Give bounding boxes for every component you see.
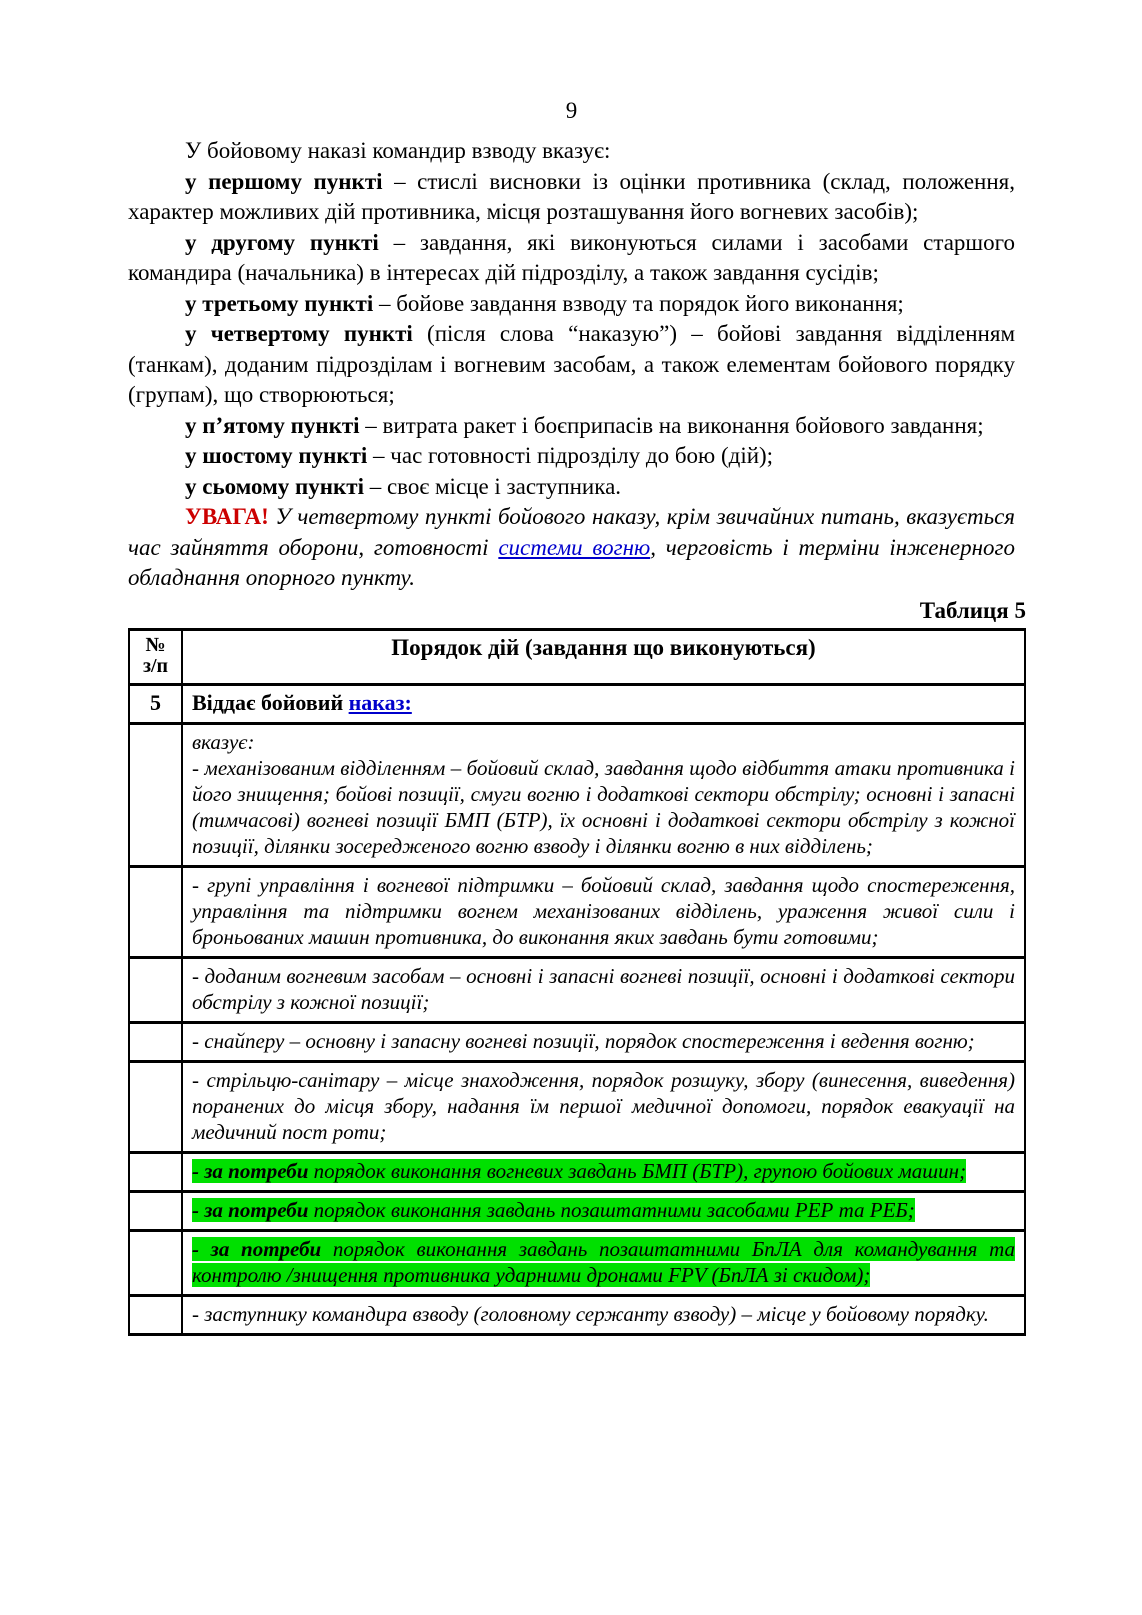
row-text-cell	[182, 1022, 1025, 1061]
table-row-highlighted	[129, 1191, 1025, 1230]
point-paragraph-5	[128, 411, 1015, 442]
row-text-cell	[182, 1230, 1025, 1295]
order-text: Віддає бойовий	[192, 689, 349, 715]
point-rest: – бойове завдання взводу та порядок його виконання;	[373, 290, 904, 316]
row-text-cell	[182, 1191, 1025, 1230]
page-number: 9	[565, 98, 578, 123]
point-paragraph-2	[128, 228, 1015, 289]
row-number-cell	[129, 866, 182, 957]
header-num-line1: №	[145, 633, 166, 656]
row-text-cell	[182, 866, 1025, 957]
header-title-cell: Порядок дій (завдання що виконуються)	[182, 629, 1025, 684]
point-rest: – своє місце і заступника.	[363, 473, 622, 499]
row-text: порядок виконання завдань позаштатними засобами РЕР та РЕБ;	[308, 1197, 915, 1222]
point-lead: у п’ятому пункті	[185, 412, 360, 438]
point-rest: – витрата ракет і боєприпасів на виконання бойового завдання;	[359, 412, 984, 438]
row-text: - заступнику командира взводу (головному сержанту взводу) – місце у бойовому порядку.	[192, 1301, 989, 1326]
header-num-line2: з/п	[142, 654, 169, 677]
highlighted-text	[192, 1159, 966, 1183]
point-lead: у третьому пункті	[185, 290, 374, 316]
table-row-highlighted	[129, 1230, 1025, 1295]
row-text-cell	[182, 1061, 1025, 1152]
row-text-cell	[182, 723, 1025, 866]
point-paragraph-6	[128, 441, 1015, 472]
attention-label: УВАГА!	[185, 504, 269, 529]
row-number-cell	[129, 1152, 182, 1191]
row-number-cell	[129, 1295, 182, 1334]
attention-text-before-link: У четвертому пункті бойового наказу, крім звичайних питань, вказується час зайняття оборони, готовності	[128, 504, 1015, 560]
row-text-cell	[182, 1295, 1025, 1334]
table-section	[128, 598, 1026, 1336]
header-num-cell	[129, 629, 182, 684]
row-number-cell	[129, 1061, 182, 1152]
table-header-row	[129, 629, 1025, 684]
attention-text-after-link: , черговість і терміни інженерного обладнання опорного пункту.	[128, 534, 1015, 590]
order-cell	[182, 684, 1025, 723]
point-rest: (після слова “наказую”) – бойові завдання відділенням (танкам), доданим підрозділам і вогневим засобам, а також елементам бойового порядку (групам), що створюються;	[128, 321, 1015, 407]
row-number-cell: 5	[129, 684, 182, 723]
row-lead: - за потреби	[192, 1158, 309, 1183]
row-text: - доданим вогневим засобам – основні і запасні вогневі позиції, основні і додаткові сектори обстрілу з кожної позиції;	[192, 963, 1015, 1014]
row-text: - механізованим відділенням – бойовий склад, завдання щодо відбиття атаки противника і його знищення; бойові позиції, смуги вогню і додаткові сектори обстрілу; основні і запасні (тимчасові) вогневі позиції БМП (БТР), їх основні і додаткові сектори обстрілу з кожної позиції, ділянки зосередженого вогню взводу і ділянки вогню в них відділень;	[192, 755, 1015, 858]
row-text-cell	[182, 957, 1025, 1022]
point-paragraph-3	[128, 289, 1015, 320]
row-text: - групі управління і вогневої підтримки – бойовий склад, завдання щодо спостереження, управління та підтримки вогнем механізованих відділень, ураження живої сили і броньованих машин противника, до виконання яких завдань бути готовими;	[192, 872, 1015, 949]
point-lead: у першому пункті	[185, 168, 383, 194]
row-number-cell	[129, 723, 182, 866]
table-row	[129, 723, 1025, 866]
point-rest: – стислі висновки із оцінки противника (склад, положення, характер можливих дій противника, місця розташування його вогневих засобів);	[128, 168, 1016, 224]
intro-paragraph	[128, 136, 1015, 167]
row-number-cell	[129, 1022, 182, 1061]
table-row-highlighted	[129, 1152, 1025, 1191]
table-row-order	[129, 684, 1025, 723]
row-text-cell	[182, 1152, 1025, 1191]
row-lead: - за потреби	[192, 1236, 322, 1261]
row-text: - стрільцю-санітару – місце знаходження, порядок розшуку, збору (винесення, виведення) поранених до місця збору, надання їм першої медичної допомоги, порядок евакуації на медичний пост роти;	[192, 1067, 1015, 1144]
intro-text: У бойовому наказі командир взводу вказує:	[185, 138, 611, 163]
attention-note	[128, 502, 1015, 594]
row-text: - снайперу – основну і запасну вогневі позиції, порядок спостереження і ведення вогню;	[192, 1028, 975, 1053]
table-row	[129, 957, 1025, 1022]
point-rest: – завдання, які виконуються силами і засобами старшого командира (начальника) в інтересах дій підрозділу, а також завдання сусідів;	[128, 229, 1016, 285]
highlighted-text	[192, 1237, 1015, 1287]
row-lead: - за потреби	[192, 1197, 309, 1222]
row-text: порядок виконання завдань позаштатними БпЛА для командування та контролю /знищення противника ударними дронами FPV (БпЛА зі скидом);	[192, 1236, 1015, 1287]
table-row	[129, 1295, 1025, 1334]
document-page	[128, 0, 1026, 1336]
orders-table	[128, 628, 1026, 1336]
row-number-cell	[129, 1230, 182, 1295]
table-row	[129, 1061, 1025, 1152]
point-paragraph-1	[128, 167, 1015, 228]
point-lead: у сьомому пункті	[185, 473, 364, 499]
highlighted-text	[192, 1198, 915, 1222]
table-row	[129, 1022, 1025, 1061]
row-number-cell	[129, 957, 182, 1022]
point-rest: – час готовності підрозділу до бою (дій);	[367, 443, 774, 468]
point-paragraph-7	[128, 472, 1015, 503]
point-lead: у шостому пункті	[185, 443, 368, 468]
order-link[interactable]: наказ:	[348, 689, 412, 715]
table-row	[129, 866, 1025, 957]
row-number-cell	[129, 1191, 182, 1230]
point-paragraph-4	[128, 319, 1015, 411]
point-lead: у четвертому пункті	[185, 321, 413, 346]
fire-system-link[interactable]: системи вогню	[498, 534, 651, 560]
point-lead: у другому пункті	[185, 229, 379, 255]
row-text: порядок виконання вогневих завдань БМП (БТР), групою бойових машин;	[308, 1158, 967, 1183]
table-caption: Таблиця 5	[919, 597, 1026, 623]
row-intro-text: вказує:	[192, 729, 255, 754]
